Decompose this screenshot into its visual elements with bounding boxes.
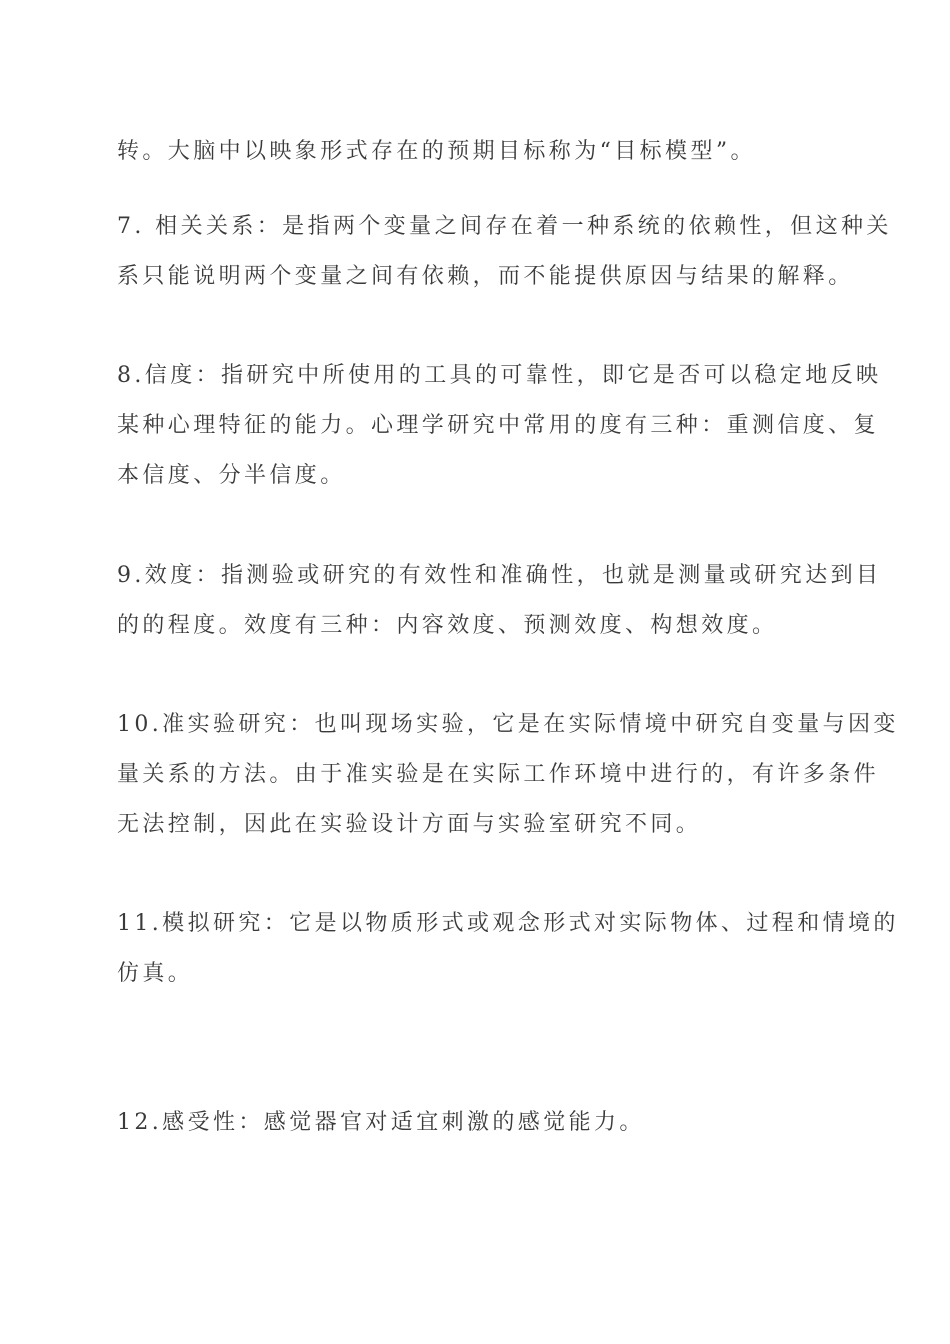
term-9-line-1: 9.效度：指测验或研究的有效性和准确性，也就是测量或研究达到目 — [117, 563, 882, 588]
term-10-line-1: 10.准实验研究：也叫现场实验，它是在实际情境中研究自变量与因变 — [117, 712, 899, 737]
term-8-line-2: 某种心理特征的能力。心理学研究中常用的度有三种：重测信度、复 — [117, 413, 880, 438]
term-8-line-1: 8.信度：指研究中所使用的工具的可靠性，即它是否可以稳定地反映 — [117, 363, 882, 388]
text-line: 转。大脑中以映象形式存在的预期目标称为“目标模型”。 — [117, 139, 756, 164]
term-8-line-3: 本信度、分半信度。 — [117, 463, 346, 488]
term-7-line-2: 系只能说明两个变量之间有依赖，而不能提供原因与结果的解释。 — [117, 264, 854, 289]
term-7-line-1: 7. 相关关系：是指两个变量之间存在着一种系统的依赖性，但这种关 — [117, 214, 892, 239]
term-12-line-1: 12.感受性：感觉器官对适宜刺激的感觉能力。 — [117, 1110, 645, 1135]
term-10-line-2: 量关系的方法。由于准实验是在实际工作环境中进行的，有许多条件 — [117, 762, 880, 787]
term-9-line-2: 的的程度。效度有三种：内容效度、预测效度、构想效度。 — [117, 613, 778, 638]
term-10-line-3: 无法控制，因此在实验设计方面与实验室研究不同。 — [117, 812, 702, 837]
term-11-line-2: 仿真。 — [117, 961, 194, 986]
term-11-line-1: 11.模拟研究：它是以物质形式或观念形式对实际物体、过程和情境的 — [117, 911, 899, 936]
